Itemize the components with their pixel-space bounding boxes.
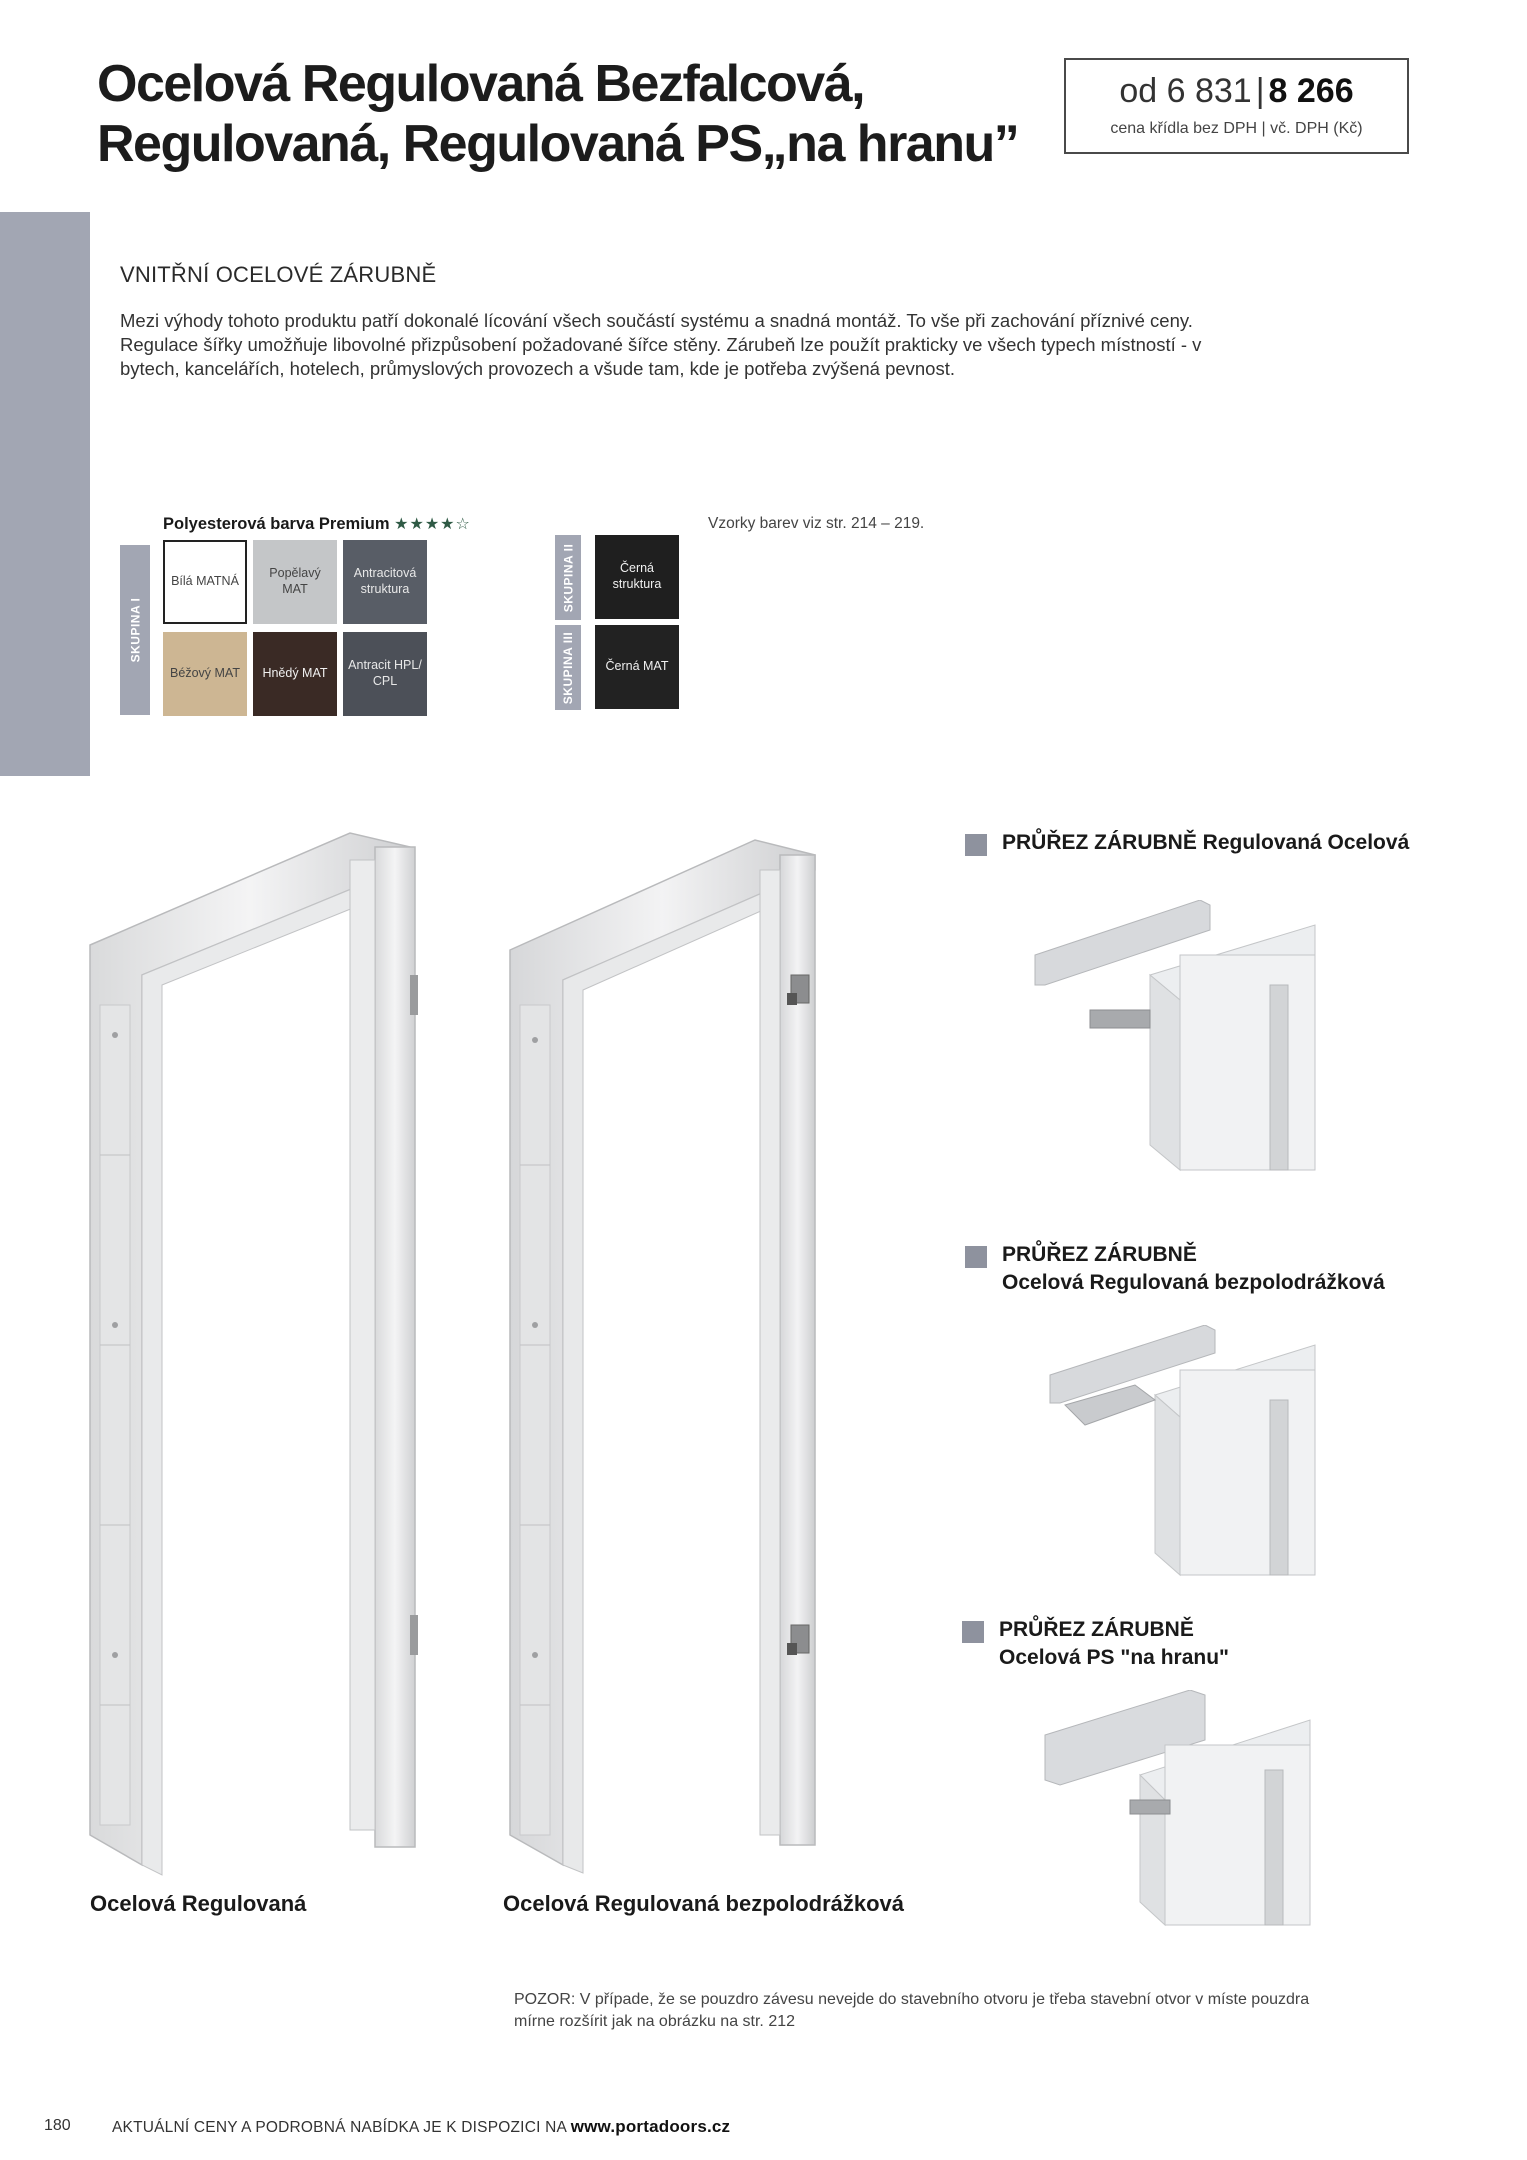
- price-line: [1066, 74, 1407, 108]
- samples-title: [163, 514, 471, 534]
- group-2-label: [555, 535, 581, 620]
- cross-section-3-heading: [999, 1616, 1229, 1672]
- cross-section-2-line-2: Ocelová Regulovaná bezpolodrážková: [1002, 1271, 1385, 1294]
- swatch-g1-4: [253, 632, 337, 716]
- swatch-label: Antracit HPL/ CPL: [348, 658, 422, 688]
- cross-section-2-line-1: PRŮŘEZ ZÁRUBNĚ: [1002, 1243, 1197, 1266]
- square-bullet-icon: [962, 1621, 984, 1643]
- page-title-line-2: Regulovaná, Regulovaná PS„na hranu”: [97, 115, 1019, 174]
- group-3-label-text: SKUPINA III: [561, 631, 575, 704]
- cross-section-3-line-1: PRŮŘEZ ZÁRUBNĚ: [999, 1618, 1194, 1641]
- caption-bezpolodrazkova: Ocelová Regulovaná bezpolodrážková: [503, 1891, 905, 1916]
- swatch-g1-3: [163, 632, 247, 716]
- cross-section-3-line-2: Ocelová PS "na hranu": [999, 1646, 1229, 1669]
- swatch-g3-0: [595, 625, 679, 709]
- price-box: [1064, 58, 1409, 154]
- cross-section-1-image: [1030, 900, 1320, 1180]
- group-1-label-text: SKUPINA I: [128, 597, 143, 663]
- intro-paragraph: Mezi výhody tohoto produktu patří dokonalé lícování všech součástí systému a snadná montáž. To vše při zachování příznivé ceny. Regulace šířky umožňuje libovolné přizpůsobení požadované šířce stěny. Zárubeň lze použít prakticky ve všech typech místností - v bytech, kancelářích, hotelech, průmyslových provozech a všude tam, kde je potřeba zvýšená pevnost.: [120, 310, 1202, 379]
- cross-section-3-image: [1040, 1690, 1320, 1930]
- swatch-g1-0: [163, 540, 247, 624]
- page-title-line-1: Ocelová Regulovaná Bezfalcová,: [97, 55, 865, 113]
- section-heading: VNITŘNÍ OCELOVÉ ZÁRUBNĚ: [120, 262, 437, 287]
- swatch-label: Antracitová struktura: [353, 566, 417, 596]
- door-frame-bezpolodrazkova-image: [505, 825, 845, 1885]
- swatch-label: Bílá MATNÁ: [171, 574, 239, 589]
- group-1-label: [120, 545, 150, 715]
- price-with-vat: 8 266: [1268, 72, 1354, 110]
- swatch-label: Černá struktura: [612, 561, 662, 591]
- price-separator: |: [1255, 72, 1265, 110]
- samples-reference: Vzorky barev viz str. 214 – 219.: [708, 515, 925, 532]
- swatch-g2-0: [595, 535, 679, 619]
- swatch-g1-1: [253, 540, 337, 624]
- side-accent-bar: [0, 212, 90, 776]
- footer-note: [112, 2117, 730, 2137]
- swatch-label: Černá MAT: [605, 659, 669, 674]
- warning-note: POZOR: V případe, že se pouzdro závesu nevejde do stavebního otvoru je třeba stavební otvor v míste pouzdra mírne rozšírit jak na obrázku na str. 212: [514, 1991, 1310, 2030]
- cross-section-2-heading: [1002, 1241, 1385, 1297]
- page-number: 180: [44, 2117, 71, 2134]
- swatch-label: Popělavý MAT: [269, 566, 321, 596]
- footer-text: AKTUÁLNÍ CENY A PODROBNÁ NABÍDKA JE K DISPOZICI NA: [112, 2119, 567, 2136]
- rating-stars-icon: ★★★★☆: [394, 516, 471, 533]
- square-bullet-icon: [965, 1246, 987, 1268]
- swatch-label: Hnědý MAT: [262, 666, 328, 681]
- swatch-g1-2: [343, 540, 427, 624]
- square-bullet-icon: [965, 834, 987, 856]
- swatch-label: Béžový MAT: [170, 666, 240, 681]
- samples-title-text: Polyesterová barva Premium: [163, 515, 390, 533]
- cross-section-1-line-1: PRŮŘEZ ZÁRUBNĚ Regulovaná Ocelová: [1002, 831, 1410, 854]
- cross-section-2-image: [1045, 1325, 1320, 1580]
- footer-link[interactable]: www.portadoors.cz: [570, 2117, 731, 2136]
- caption-regulovana: Ocelová Regulovaná: [90, 1891, 307, 1916]
- price-note: cena křídla bez DPH | vč. DPH (Kč): [1110, 120, 1363, 137]
- door-frame-regulovana-image: [80, 825, 440, 1885]
- cross-section-1-heading: [1002, 829, 1409, 857]
- group-3-label: [555, 625, 581, 710]
- swatch-g1-5: [343, 632, 427, 716]
- group-2-label-text: SKUPINA II: [561, 543, 575, 612]
- page-title: [97, 54, 1057, 175]
- price-without-vat: od 6 831: [1119, 72, 1252, 110]
